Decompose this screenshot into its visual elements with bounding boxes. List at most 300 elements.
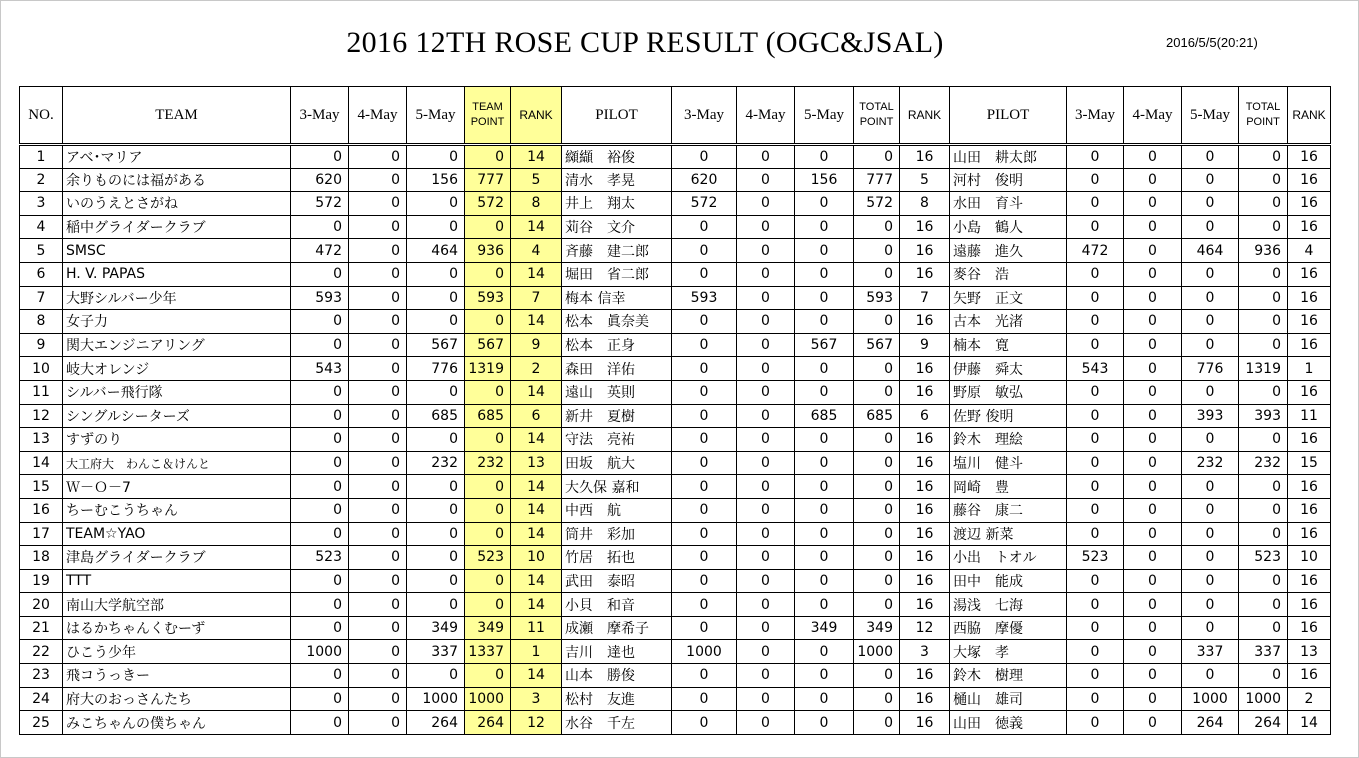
table-cell: 0 — [737, 640, 795, 664]
table-cell: 0 — [291, 475, 349, 499]
table-cell: 232 — [1239, 451, 1288, 475]
table-cell: 349 — [854, 616, 900, 640]
table-cell: 0 — [672, 239, 737, 263]
table-cell: 0 — [1124, 451, 1182, 475]
table-row — [20, 522, 1331, 546]
table-cell: 16 — [1288, 286, 1331, 310]
table-cell: 593 — [672, 286, 737, 310]
table-row — [20, 404, 1331, 428]
table-cell: 関大エンジニアリング — [63, 333, 291, 357]
table-cell: 0 — [291, 333, 349, 357]
table-cell: 0 — [349, 286, 407, 310]
table-cell: 筒井 彩加 — [562, 522, 672, 546]
table-cell: 16 — [1288, 168, 1331, 192]
table-cell: 0 — [854, 546, 900, 570]
table-cell: 0 — [1182, 593, 1239, 617]
table-cell: 0 — [1124, 475, 1182, 499]
table-cell: ひこう少年 — [63, 640, 291, 664]
table-cell: 620 — [291, 168, 349, 192]
table-cell: 17 — [20, 522, 63, 546]
table-cell: 0 — [349, 145, 407, 169]
table-cell: 0 — [854, 262, 900, 286]
table-cell: 0 — [672, 475, 737, 499]
table-cell: 0 — [407, 215, 465, 239]
table-cell: 0 — [737, 664, 795, 688]
table-cell: 16 — [1288, 428, 1331, 452]
table-cell: 349 — [407, 616, 465, 640]
table-cell: 0 — [407, 569, 465, 593]
table-cell: 0 — [737, 616, 795, 640]
table-cell: 685 — [854, 404, 900, 428]
table-cell: 264 — [407, 711, 465, 735]
table-cell: 22 — [20, 640, 63, 664]
table-cell: 0 — [1239, 664, 1288, 688]
table-cell: 0 — [1067, 711, 1124, 735]
table-cell: 0 — [1239, 168, 1288, 192]
table-cell: 0 — [737, 522, 795, 546]
table-row — [20, 168, 1331, 192]
table-cell: 0 — [349, 498, 407, 522]
table-cell: 0 — [1124, 546, 1182, 570]
table-row — [20, 262, 1331, 286]
table-cell: 0 — [672, 357, 737, 381]
table-cell: 0 — [854, 357, 900, 381]
table-cell: 16 — [900, 451, 950, 475]
table-cell: 0 — [465, 498, 511, 522]
table-cell: 遠藤 進久 — [950, 239, 1067, 263]
header-cell: TEAM — [63, 87, 291, 145]
table-cell: 0 — [672, 522, 737, 546]
table-cell: 14 — [511, 569, 562, 593]
table-cell: 593 — [291, 286, 349, 310]
table-cell: 0 — [672, 498, 737, 522]
table-cell: 0 — [854, 664, 900, 688]
table-cell: 0 — [854, 498, 900, 522]
table-cell: 1000 — [672, 640, 737, 664]
table-cell: 0 — [1067, 168, 1124, 192]
table-cell: 0 — [737, 168, 795, 192]
table-cell: 0 — [1124, 286, 1182, 310]
table-cell: 0 — [349, 475, 407, 499]
table-cell: 田坂 航大 — [562, 451, 672, 475]
table-cell: 0 — [465, 310, 511, 334]
table-cell: 0 — [1182, 380, 1239, 404]
table-cell: 0 — [1124, 616, 1182, 640]
table-cell: 樋山 雄司 — [950, 687, 1067, 711]
table-cell: 567 — [465, 333, 511, 357]
table-cell: 0 — [407, 310, 465, 334]
table-cell: 4 — [511, 239, 562, 263]
table-cell: 山田 徳義 — [950, 711, 1067, 735]
table-cell: 16 — [900, 145, 950, 169]
table-cell: 0 — [854, 687, 900, 711]
table-cell: 16 — [1288, 664, 1331, 688]
table-cell: 0 — [349, 664, 407, 688]
table-cell: 16 — [1288, 262, 1331, 286]
table-cell: 小出 トオル — [950, 546, 1067, 570]
table-cell: 593 — [465, 286, 511, 310]
table-cell: 0 — [795, 664, 854, 688]
table-cell: 572 — [291, 192, 349, 216]
table-cell: 0 — [672, 145, 737, 169]
table-cell: 19 — [20, 569, 63, 593]
table-cell: 14 — [511, 498, 562, 522]
table-cell: 0 — [672, 262, 737, 286]
table-cell: SMSC — [63, 239, 291, 263]
results-table — [19, 86, 1331, 735]
table-cell: 0 — [407, 286, 465, 310]
table-cell: 0 — [407, 593, 465, 617]
table-cell: 337 — [1182, 640, 1239, 664]
table-cell: 0 — [672, 310, 737, 334]
table-row — [20, 498, 1331, 522]
table-cell: 232 — [1182, 451, 1239, 475]
table-cell: 14 — [511, 215, 562, 239]
table-cell: 0 — [795, 546, 854, 570]
table-cell: 西脇 摩優 — [950, 616, 1067, 640]
table-cell: 0 — [1124, 593, 1182, 617]
table-cell: 6 — [20, 262, 63, 286]
table-cell: 水田 育斗 — [950, 192, 1067, 216]
table-cell: 0 — [465, 428, 511, 452]
table-cell: 1000 — [1239, 687, 1288, 711]
table-cell: 0 — [1124, 428, 1182, 452]
table-cell: 0 — [795, 640, 854, 664]
table-cell: 14 — [511, 428, 562, 452]
table-cell: 12 — [20, 404, 63, 428]
table-cell: 0 — [291, 215, 349, 239]
table-cell: 0 — [349, 357, 407, 381]
table-cell: 稲中グライダークラブ — [63, 215, 291, 239]
table-cell: 0 — [1182, 475, 1239, 499]
table-cell: 0 — [349, 428, 407, 452]
table-cell: 16 — [900, 593, 950, 617]
table-cell: 16 — [900, 711, 950, 735]
table-cell: 16 — [20, 498, 63, 522]
table-cell: 0 — [672, 569, 737, 593]
table-cell: 0 — [407, 380, 465, 404]
table-row — [20, 593, 1331, 617]
table-cell: 16 — [900, 310, 950, 334]
table-cell: 264 — [1239, 711, 1288, 735]
table-cell: 776 — [407, 357, 465, 381]
table-cell: 5 — [20, 239, 63, 263]
table-cell: 13 — [20, 428, 63, 452]
table-cell: 0 — [349, 711, 407, 735]
table-cell: 0 — [1124, 262, 1182, 286]
table-cell: 16 — [1288, 616, 1331, 640]
table-cell: 0 — [1124, 640, 1182, 664]
table-cell: 0 — [795, 310, 854, 334]
table-cell: 0 — [737, 262, 795, 286]
table-cell: 0 — [1239, 333, 1288, 357]
table-cell: 232 — [465, 451, 511, 475]
table-cell: 麥谷 浩 — [950, 262, 1067, 286]
table-cell: 0 — [1124, 569, 1182, 593]
table-cell: ちーむこうちゃん — [63, 498, 291, 522]
table-cell: 393 — [1239, 404, 1288, 428]
table-cell: 0 — [737, 215, 795, 239]
table-cell: 0 — [1124, 145, 1182, 169]
table-cell: 472 — [291, 239, 349, 263]
table-cell: 5 — [900, 168, 950, 192]
table-cell: 10 — [1288, 546, 1331, 570]
table-cell: 16 — [1288, 215, 1331, 239]
table-cell: 小貝 和音 — [562, 593, 672, 617]
table-cell: 0 — [349, 215, 407, 239]
table-cell: 佐野 俊明 — [950, 404, 1067, 428]
table-cell: 松本 正身 — [562, 333, 672, 357]
table-cell: 0 — [672, 404, 737, 428]
table-cell: 井上 翔太 — [562, 192, 672, 216]
table-cell: 0 — [737, 569, 795, 593]
table-cell: 0 — [737, 357, 795, 381]
table-cell: 16 — [900, 262, 950, 286]
table-cell: 遠山 英則 — [562, 380, 672, 404]
table-cell: 0 — [854, 451, 900, 475]
table-cell: 0 — [737, 593, 795, 617]
table-cell: 0 — [672, 711, 737, 735]
table-cell: 0 — [1067, 569, 1124, 593]
table-cell: 572 — [672, 192, 737, 216]
table-cell: 9 — [20, 333, 63, 357]
table-cell: 0 — [1182, 428, 1239, 452]
table-cell: 777 — [465, 168, 511, 192]
table-cell: 0 — [1067, 192, 1124, 216]
table-cell: 0 — [465, 215, 511, 239]
table-cell: 清水 孝晃 — [562, 168, 672, 192]
table-cell: 0 — [795, 687, 854, 711]
table-cell: 15 — [20, 475, 63, 499]
table-cell: 15 — [1288, 451, 1331, 475]
table-cell: 0 — [672, 616, 737, 640]
table-cell: いのうえとさがね — [63, 192, 291, 216]
table-cell: 小島 鶴人 — [950, 215, 1067, 239]
table-cell: 0 — [349, 192, 407, 216]
table-cell: 16 — [900, 569, 950, 593]
table-cell: 竹居 拓也 — [562, 546, 672, 570]
table-cell: 14 — [511, 380, 562, 404]
table-cell: 0 — [291, 498, 349, 522]
table-cell: 0 — [349, 333, 407, 357]
table-cell: 393 — [1182, 404, 1239, 428]
table-cell: 0 — [1239, 616, 1288, 640]
table-cell: 鈴木 樹理 — [950, 664, 1067, 688]
table-cell: 0 — [1124, 404, 1182, 428]
table-cell: 0 — [291, 451, 349, 475]
table-cell: 264 — [465, 711, 511, 735]
table-cell: 16 — [1288, 522, 1331, 546]
timestamp: 2016/5/5(20:21) — [1166, 35, 1258, 50]
table-cell: 松本 眞奈美 — [562, 310, 672, 334]
table-cell: 1319 — [1239, 357, 1288, 381]
table-cell: 11 — [511, 616, 562, 640]
table-cell: 0 — [1067, 498, 1124, 522]
table-cell: 0 — [672, 451, 737, 475]
table-cell: 楠本 寛 — [950, 333, 1067, 357]
table-cell: 大工府大 わんこ＆けんと — [63, 451, 291, 475]
table-cell: 543 — [1067, 357, 1124, 381]
table-cell: 0 — [291, 711, 349, 735]
table-cell: 3 — [900, 640, 950, 664]
table-cell: 567 — [854, 333, 900, 357]
table-cell: 斉藤 建二郎 — [562, 239, 672, 263]
table-cell: 0 — [465, 380, 511, 404]
table-cell: 523 — [291, 546, 349, 570]
table-cell: 0 — [1067, 262, 1124, 286]
table-cell: 16 — [1288, 593, 1331, 617]
table-cell: 0 — [1067, 451, 1124, 475]
table-cell: 0 — [1239, 215, 1288, 239]
header-cell: 3-May — [672, 87, 737, 145]
table-row — [20, 192, 1331, 216]
table-cell: 0 — [854, 711, 900, 735]
table-cell: 1000 — [1182, 687, 1239, 711]
table-cell: 2 — [511, 357, 562, 381]
table-cell: 21 — [20, 616, 63, 640]
table-cell: 塩川 健斗 — [950, 451, 1067, 475]
table-cell: 1 — [1288, 357, 1331, 381]
table-row — [20, 239, 1331, 263]
header-cell: RANK — [900, 87, 950, 145]
table-cell: 14 — [511, 262, 562, 286]
table-cell: 0 — [854, 569, 900, 593]
table-cell: 464 — [1182, 239, 1239, 263]
table-cell: 0 — [1067, 640, 1124, 664]
table-cell: 大塚 孝 — [950, 640, 1067, 664]
table-cell: 0 — [465, 522, 511, 546]
table-cell: 伊藤 舜太 — [950, 357, 1067, 381]
table-cell: 梅本 信幸 — [562, 286, 672, 310]
table-cell: 0 — [407, 664, 465, 688]
table-cell: 0 — [854, 145, 900, 169]
table-row — [20, 475, 1331, 499]
table-cell: 16 — [900, 664, 950, 688]
table-cell: 0 — [672, 593, 737, 617]
table-cell: はるかちゃんくむーず — [63, 616, 291, 640]
table-cell: 1000 — [407, 687, 465, 711]
table-cell: 8 — [20, 310, 63, 334]
table-cell: 0 — [1067, 145, 1124, 169]
table-cell: 武田 泰昭 — [562, 569, 672, 593]
table-cell: 0 — [407, 428, 465, 452]
table-cell: 0 — [291, 145, 349, 169]
table-cell: 14 — [511, 310, 562, 334]
table-cell: 0 — [854, 428, 900, 452]
table-cell: 16 — [1288, 475, 1331, 499]
table-cell: 0 — [291, 404, 349, 428]
table-cell: 0 — [407, 475, 465, 499]
table-cell: 24 — [20, 687, 63, 711]
table-cell: 0 — [1067, 522, 1124, 546]
table-cell: 567 — [407, 333, 465, 357]
table-cell: 4 — [20, 215, 63, 239]
table-cell: 776 — [1182, 357, 1239, 381]
table-cell: 堀田 省二郎 — [562, 262, 672, 286]
table-cell: 0 — [1124, 168, 1182, 192]
table-cell: 岡崎 豊 — [950, 475, 1067, 499]
table-row — [20, 640, 1331, 664]
table-cell: 0 — [291, 428, 349, 452]
table-cell: 0 — [737, 711, 795, 735]
table-cell: 0 — [795, 192, 854, 216]
table-cell: 685 — [465, 404, 511, 428]
table-cell: 0 — [465, 262, 511, 286]
table-cell: 685 — [795, 404, 854, 428]
header-cell: 4-May — [349, 87, 407, 145]
table-row — [20, 428, 1331, 452]
table-cell: 18 — [20, 546, 63, 570]
table-cell: 0 — [1124, 215, 1182, 239]
table-cell: 7 — [900, 286, 950, 310]
table-cell: 0 — [1124, 357, 1182, 381]
table-cell: 349 — [465, 616, 511, 640]
table-row — [20, 711, 1331, 735]
header-cell: NO. — [20, 87, 63, 145]
table-cell: 0 — [349, 168, 407, 192]
table-cell: 松村 友進 — [562, 687, 672, 711]
header-cell: TOTAL POINT — [854, 87, 900, 145]
table-cell: 523 — [1067, 546, 1124, 570]
table-cell: 0 — [465, 593, 511, 617]
table-cell: 8 — [900, 192, 950, 216]
table-cell: 0 — [672, 687, 737, 711]
table-cell: 余りものには福がある — [63, 168, 291, 192]
table-cell: 1000 — [854, 640, 900, 664]
table-cell: 中西 航 — [562, 498, 672, 522]
table-cell: 16 — [900, 475, 950, 499]
table-cell: 0 — [795, 569, 854, 593]
table-cell: 337 — [1239, 640, 1288, 664]
table-cell: 4 — [1288, 239, 1331, 263]
table-cell: 0 — [1124, 239, 1182, 263]
table-row — [20, 687, 1331, 711]
table-cell: 0 — [1124, 498, 1182, 522]
table-cell: 16 — [1288, 380, 1331, 404]
table-cell: 0 — [291, 616, 349, 640]
table-cell: 0 — [407, 262, 465, 286]
table-cell: 0 — [407, 192, 465, 216]
header-cell: 5-May — [407, 87, 465, 145]
table-cell: 0 — [1067, 404, 1124, 428]
table-cell: 0 — [854, 593, 900, 617]
table-cell: 0 — [1067, 475, 1124, 499]
table-cell: 守法 亮祐 — [562, 428, 672, 452]
table-cell: 0 — [1239, 522, 1288, 546]
table-cell: 0 — [854, 215, 900, 239]
table-cell: 0 — [1239, 475, 1288, 499]
table-cell: 0 — [349, 687, 407, 711]
table-cell: 0 — [465, 145, 511, 169]
table-cell: 0 — [1239, 310, 1288, 334]
table-cell: 16 — [900, 428, 950, 452]
table-cell: 10 — [20, 357, 63, 381]
table-cell: 16 — [900, 357, 950, 381]
table-cell: 野原 敏弘 — [950, 380, 1067, 404]
table-cell: 12 — [900, 616, 950, 640]
table-cell: 572 — [465, 192, 511, 216]
table-cell: 0 — [1067, 286, 1124, 310]
table-cell: 0 — [1067, 310, 1124, 334]
table-cell: 1000 — [465, 687, 511, 711]
table-cell: 纐纈 裕俊 — [562, 145, 672, 169]
table-cell: 0 — [854, 310, 900, 334]
table-cell: 14 — [1288, 711, 1331, 735]
table-cell: 264 — [1182, 711, 1239, 735]
table-row — [20, 451, 1331, 475]
table-row — [20, 145, 1331, 169]
table-cell: 0 — [1239, 192, 1288, 216]
